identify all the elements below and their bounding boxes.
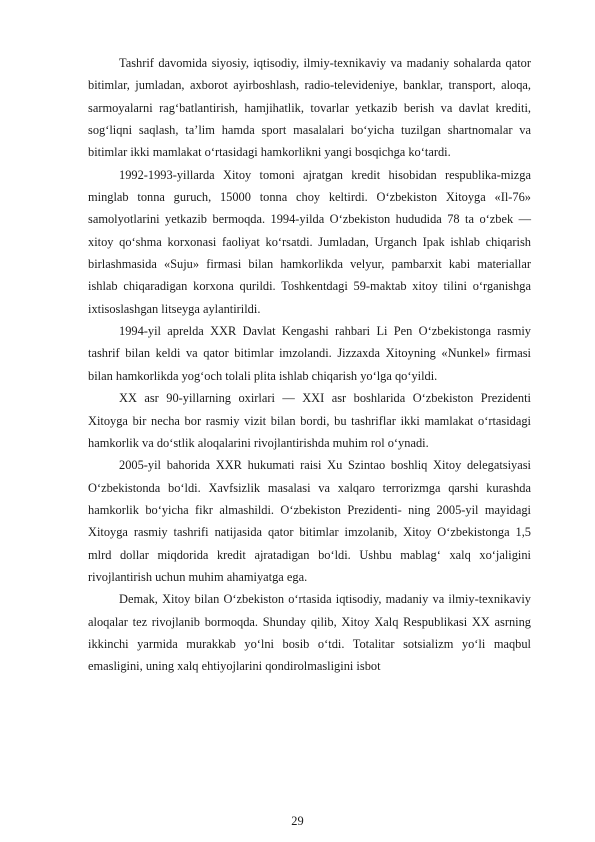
paragraph-3: 1994-yil aprelda XXR Davlat Kengashi rahbari Li Pen O‘zbekistonga rasmiy tashrif bilan keldi va qator bitimlar imzolandi. Jizzaxda Xitoyning «Nunkel» firmasi bilan hamkorlikda yog‘och tolali plita ishlab chiqarish yo‘lga qo‘yildi. — [88, 324, 531, 383]
document-body — [88, 52, 531, 678]
paragraph-4: XX asr 90-yillarning oxirlari — XXI asr boshlarida O‘zbekiston Prezidenti Xitoyga bir necha bor rasmiy vizit bilan bordi, bu tashriflar ikki mamlakat o‘rtasidagi hamkorlik va do‘stlik aloqalarini rivojlantirishda muhim rol o‘ynadi. — [88, 391, 531, 450]
page-number: 29 — [291, 814, 304, 828]
paragraph-2: 1992-1993-yillarda Xitoy tomoni ajratgan kredit hisobidan respublika-mizga minglab tonna guruch, 15000 tonna choy keltirdi. O‘zbekiston Xitoyga «Il-76» samolyotlarini yetkazib bermoqda. 1994-yilda O‘zbekiston hududida 78 ta o‘zbek — xitoy qo‘shma korxonasi faoliyat ko‘rsatdi. Jumladan, Urganch Ipak ishlab chiqarish birlashmasida «Suju» firmasi bilan hamkorlikda velyur, pambarxit kabi materiallar ishlab chiqaradigan korxona qurildi. Toshkentdagi 59-maktab xitoy tilini o‘rganishga ixtisoslashgan litseyga aylantirildi. — [88, 167, 531, 316]
paragraph-6: Demak, Xitoy bilan O‘zbekiston o‘rtasida iqtisodiy, madaniy va ilmiy-texnikaviy aloqalar tez rivojlanib bormoqda. Shunday qilib, Xitoy Xalq Respublikasi XX asrning ikkinchi yarmida murakkab yo‘lni bosib o‘tdi. Totalitar sotsializm yo‘li maqbul emasligini, uning xalq ehtiyojlarini qondirolmasligini isbot — [88, 592, 531, 674]
paragraph-1: Tashrif davomida siyosiy, iqtisodiy, ilmiy-texnikaviy va madaniy sohalarda qator bitimlar, jumladan, axborot ayirboshlash, radio-televideniye, banklar, transport, aloqa, sarmoyalarni rag‘batlantirish, hamjihatlik, tovarlar yetkazib berish va davlat krediti, sog‘liqni saqlash, ta’lim hamda sport masalalari bo‘yicha tuzilgan shartnomalar va bitimlar ikki mamlakat o‘rtasidagi hamkorlikni yangi bosqichga ko‘tardi. — [88, 56, 531, 160]
paragraph-5: 2005-yil bahorida XXR hukumati raisi Xu Szintao boshliq Xitoy delegatsiyasi O‘zbekistonda bo‘ldi. Xavfsizlik masalasi va xalqaro terrorizmga qarshi kurashda hamkorlik bo‘yicha fikr almashildi. O‘zbekiston Prezidenti- ning 2005-yil mayidagi Xitoyga rasmiy tashrifi natijasida qator bitimlar imzolanib, Xitoy O‘zbekistonga 1,5 mlrd dollar miqdorida kredit ajratadigan bo‘ldi. Ushbu mablag‘ xalq xo‘jaligini rivojlantirish uchun muhim ahamiyatga ega. — [88, 458, 531, 584]
